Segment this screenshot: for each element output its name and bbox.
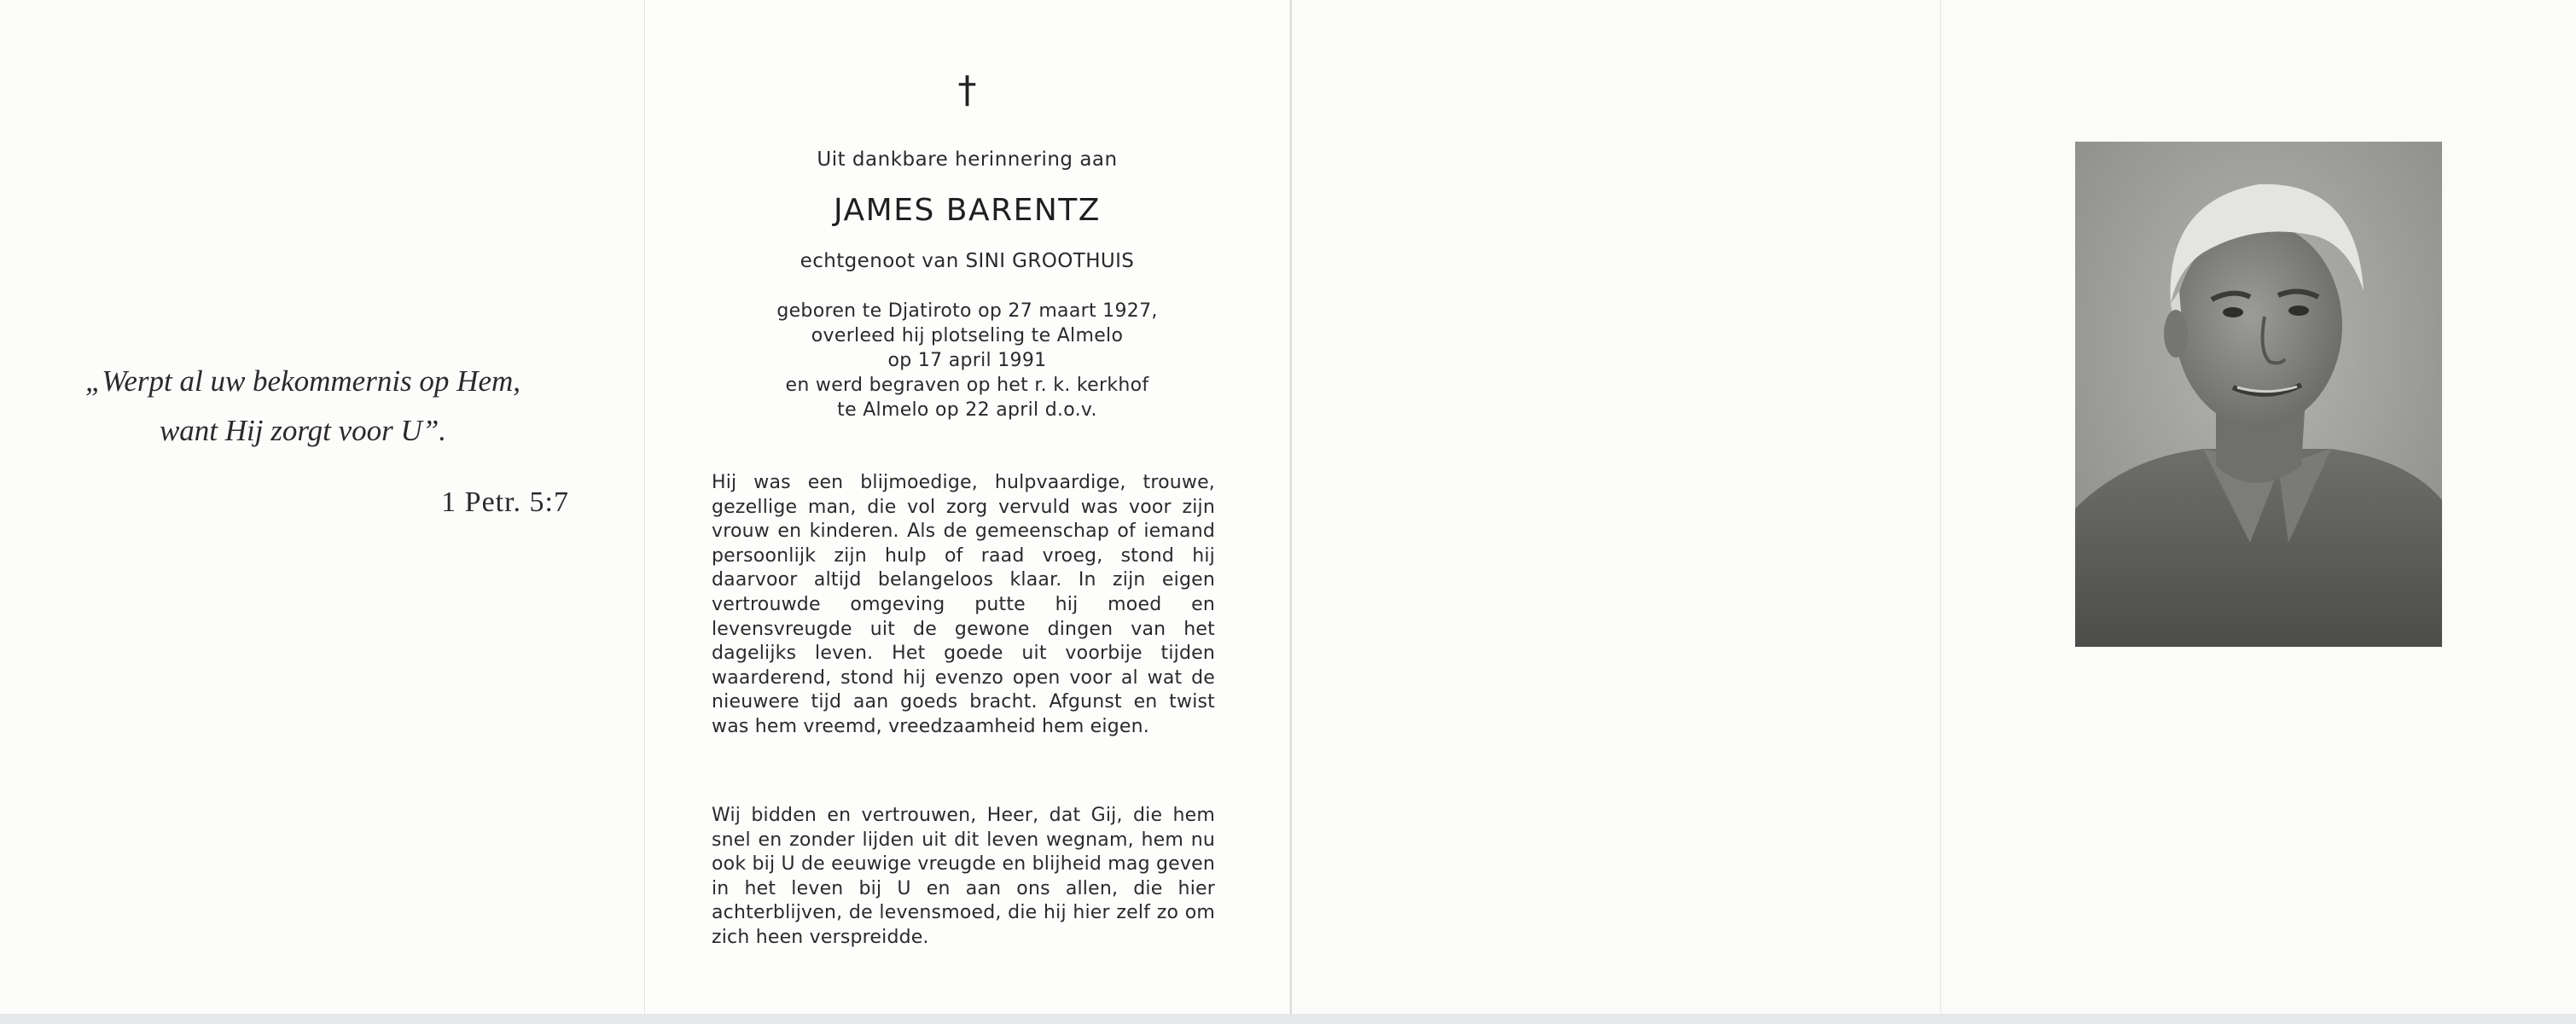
memorial-text-panel xyxy=(644,0,1289,1024)
cross-icon: † xyxy=(957,68,977,112)
photo-panel xyxy=(1940,0,2576,1024)
verse-panel xyxy=(0,0,644,1024)
date-line: overleed hij plotseling te Almelo xyxy=(811,325,1124,346)
bible-verse xyxy=(38,357,567,456)
date-line: en werd begraven op het r. k. kerkhof xyxy=(785,375,1149,396)
date-line: geboren te Djatiroto op 27 maart 1927, xyxy=(776,300,1158,322)
verse-line-1: „Werpt al uw bekommernis op Hem, xyxy=(84,364,521,398)
intro-line: Uit dankbare herinnering aan xyxy=(817,148,1118,171)
life-dates xyxy=(645,299,1289,422)
portrait-photo xyxy=(2075,142,2442,647)
verse-reference: 1 Petr. 5:7 xyxy=(441,486,569,518)
blank-panel xyxy=(1290,0,1940,1024)
prayer-paragraph: Wij bidden en vertrouwen, Heer, dat Gij, die hem snel en zonder lijden uit dit leven wegnam, hem nu ook bij U de eeuwige vreugde en blijheid mag geven in het leven bij U en aan ons allen, die hier achterblijven, de levensmoed, die hij hier zelf zo om zich heen verspreidde. xyxy=(712,805,1215,948)
date-line: op 17 april 1991 xyxy=(887,350,1047,371)
spouse-line: echtgenoot van SINI GROOTHUIS xyxy=(800,250,1135,272)
date-line: te Almelo op 22 april d.o.v. xyxy=(837,399,1097,421)
portrait-image xyxy=(2075,142,2442,647)
deceased-name: JAMES BARENTZ xyxy=(834,193,1101,228)
scan-edge xyxy=(0,1014,2576,1024)
tribute-paragraph: Hij was een blijmoedige, hulpvaardige, trouwe, gezellige man, die vol zorg vervuld was voor zijn vrouw en kinderen. Als de gemeenschap of iemand persoonlijk zijn hulp of raad vroeg, stond hij daarvoor altijd belangeloos klaar. In zijn eigen vertrouwde omgeving putte hij moed en levensvreugde uit de gewone dingen van het dagelijks leven. Het goede uit voorbije tijden waarderend, stond hij evenzo open voor al wat de nieuwere tijd aan goeds bracht. Afgunst en twist was hem vreemd, vreedzaamheid hem eigen. xyxy=(712,472,1215,737)
verse-line-2: want Hij zorgt voor U”. xyxy=(159,414,447,447)
